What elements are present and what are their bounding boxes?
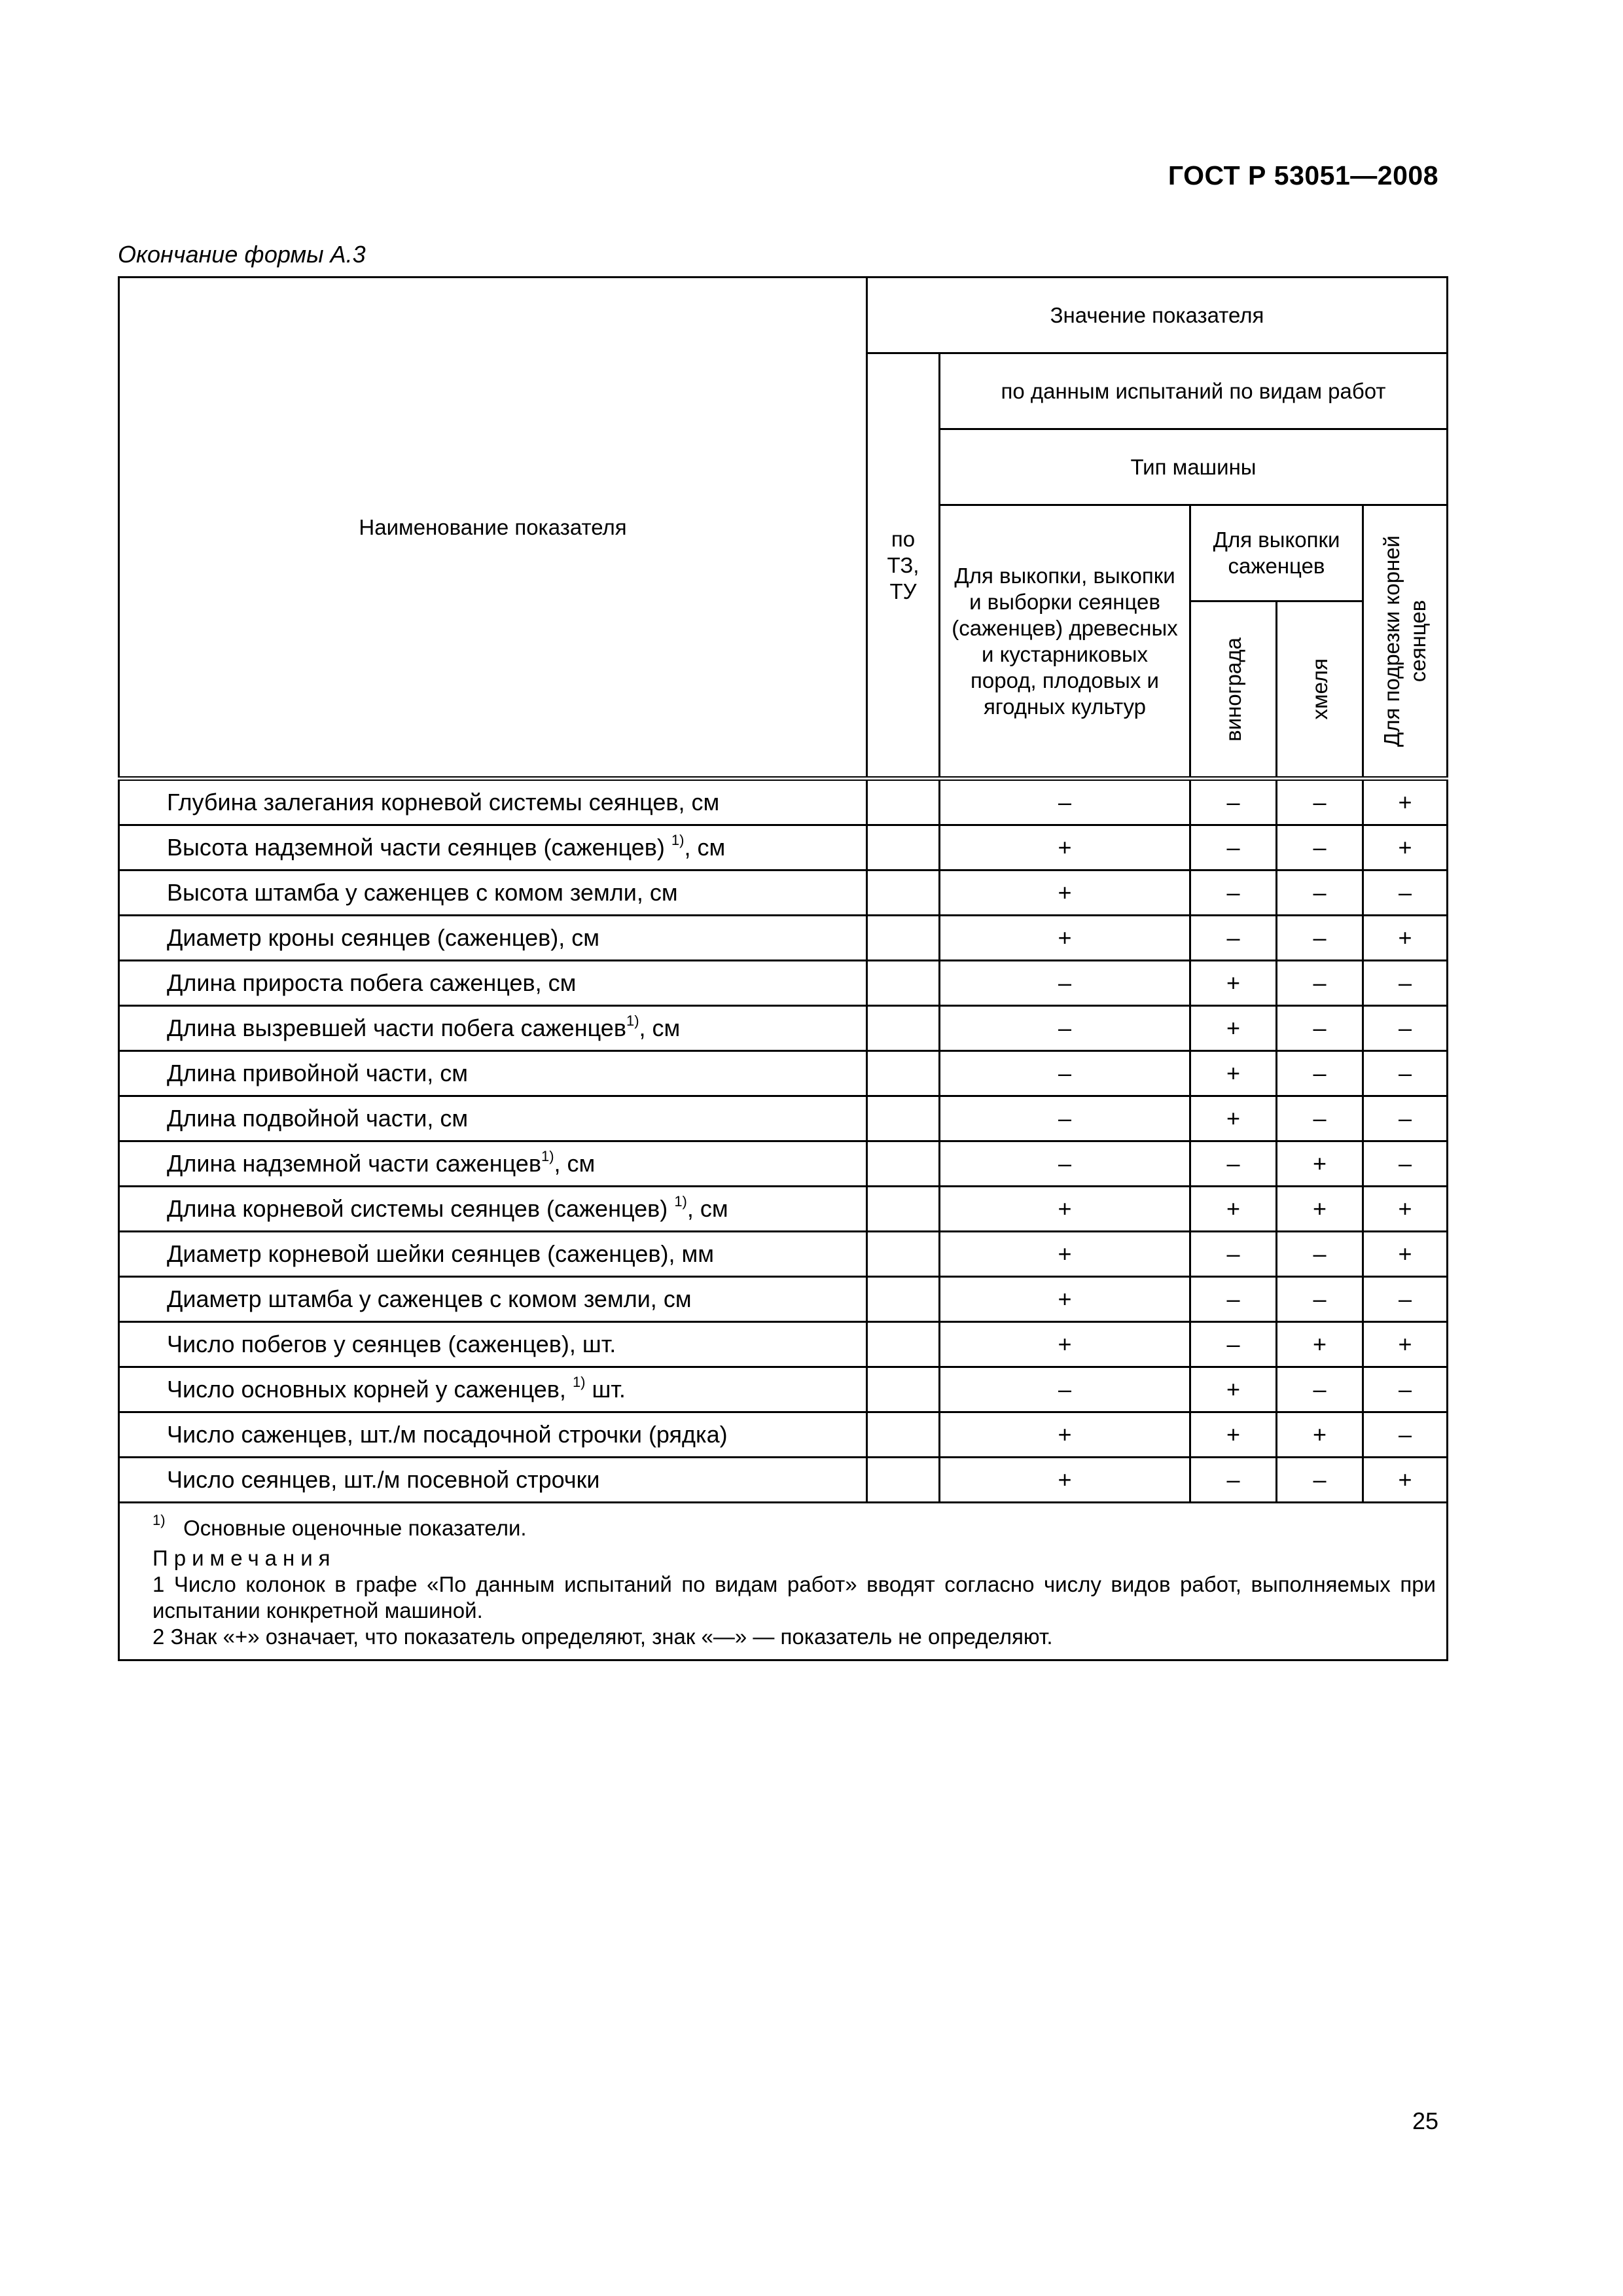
page-number: 25 [1412, 2108, 1438, 2134]
cell-trees: + [940, 1458, 1190, 1503]
footnote-mark: 1) [152, 1512, 166, 1528]
cell-grape: + [1190, 1412, 1277, 1458]
header-grape-label: винограда [1221, 637, 1245, 742]
cell-hop: – [1277, 916, 1363, 961]
cell-root-cutting: + [1363, 825, 1448, 870]
cell-per-spec [867, 916, 940, 961]
cell-trees: + [940, 916, 1190, 961]
cell-per-spec [867, 1006, 940, 1051]
cell-hop: + [1277, 1141, 1363, 1187]
cell-grape: – [1190, 1458, 1277, 1503]
cell-trees: + [940, 870, 1190, 916]
cell-grape: – [1190, 916, 1277, 961]
cell-per-spec [867, 1458, 940, 1503]
cell-trees: + [940, 1277, 1190, 1322]
cell-trees: – [940, 1096, 1190, 1141]
cell-trees: – [940, 961, 1190, 1006]
cell-grape: + [1190, 1367, 1277, 1412]
table-row [119, 870, 1448, 916]
cell-root-cutting: + [1363, 779, 1448, 825]
cell-grape: + [1190, 1096, 1277, 1141]
indicator-name: Глубина залегания корневой системы сеянцев, см [119, 779, 867, 825]
cell-trees: + [940, 1187, 1190, 1232]
cell-root-cutting: + [1363, 1322, 1448, 1367]
cell-trees: + [940, 1412, 1190, 1458]
indicator-name: Диаметр штамба у саженцев с комом земли, см [119, 1277, 867, 1322]
table-row [119, 1141, 1448, 1187]
notes-cell [119, 1503, 1448, 1660]
header-test-data: по данным испытаний по видам работ [940, 353, 1448, 429]
cell-per-spec [867, 870, 940, 916]
note-2: 2 Знак «+» означает, что показатель определяют, знак «—» — показатель не определяют. [152, 1624, 1053, 1649]
indicator-name: Высота штамба у саженцев с комом земли, см [119, 870, 867, 916]
notes-heading: Примечания [152, 1546, 336, 1570]
table-row [119, 825, 1448, 870]
header-saplings-label: Для выкопки саженцев [1213, 528, 1340, 578]
table-row [119, 1322, 1448, 1367]
cell-per-spec [867, 1187, 940, 1232]
table-row [119, 1367, 1448, 1412]
cell-root-cutting: + [1363, 1187, 1448, 1232]
header-root-cutting [1363, 505, 1448, 779]
cell-per-spec [867, 1277, 940, 1322]
table-row [119, 779, 1448, 825]
cell-root-cutting: – [1363, 1412, 1448, 1458]
header-hop [1277, 601, 1363, 779]
table-body [119, 779, 1448, 1503]
footnote [152, 1512, 1436, 1541]
indicators-table [118, 276, 1448, 1661]
cell-root-cutting: – [1363, 1277, 1448, 1322]
indicator-name: Диаметр корневой шейки сеянцев (саженцев), мм [119, 1232, 867, 1277]
cell-trees: + [940, 1322, 1190, 1367]
indicator-name: Число основных корней у саженцев, $^{1)}$ шт. [119, 1367, 867, 1412]
indicator-name: Число побегов у сеянцев (саженцев), шт. [119, 1322, 867, 1367]
header-per-spec [867, 353, 940, 779]
form-caption: Окончание формы А.3 [118, 241, 366, 268]
cell-trees: + [940, 1232, 1190, 1277]
cell-per-spec [867, 1412, 940, 1458]
cell-per-spec [867, 1232, 940, 1277]
cell-hop: – [1277, 961, 1363, 1006]
cell-hop: + [1277, 1187, 1363, 1232]
header-root-cutting-line1: Для подрезки корней [1380, 535, 1404, 747]
cell-grape: – [1190, 1277, 1277, 1322]
cell-per-spec [867, 1141, 940, 1187]
cell-per-spec [867, 1051, 940, 1096]
indicator-name: Длина привойной части, см [119, 1051, 867, 1096]
header-saplings-group [1190, 505, 1363, 601]
indicator-name: Число сеянцев, шт./м посевной строчки [119, 1458, 867, 1503]
cell-trees: – [940, 1051, 1190, 1096]
cell-grape: + [1190, 1187, 1277, 1232]
cell-hop: – [1277, 1367, 1363, 1412]
cell-trees: – [940, 1367, 1190, 1412]
table-row [119, 1006, 1448, 1051]
cell-grape: + [1190, 961, 1277, 1006]
header-root-cutting-label [1379, 535, 1431, 747]
header-trees-label: Для выкопки, выкопки и выборки сеянцев (саженцев) древесных и кустарниковых пород, плодовых и ягодных культур [952, 563, 1178, 719]
indicator-name: Длина вызревшей части побега саженцев$^{1)}$, см [119, 1006, 867, 1051]
cell-root-cutting: + [1363, 916, 1448, 961]
cell-hop: – [1277, 870, 1363, 916]
cell-root-cutting: – [1363, 1141, 1448, 1187]
header-per-spec-label: по ТЗ, ТУ [887, 526, 919, 603]
cell-grape: – [1190, 870, 1277, 916]
header-trees-machine [940, 505, 1190, 779]
cell-per-spec [867, 825, 940, 870]
cell-root-cutting: – [1363, 1051, 1448, 1096]
header-machine-type: Тип машины [940, 429, 1448, 505]
cell-grape: – [1190, 1141, 1277, 1187]
cell-hop: – [1277, 779, 1363, 825]
note-1: 1 Число колонок в графе «По данным испытаний по видам работ» вводят согласно числу видов работ, выполняемых при испытании конкретной машиной. [152, 1572, 1436, 1623]
cell-hop: – [1277, 825, 1363, 870]
cell-per-spec [867, 961, 940, 1006]
table-row [119, 1458, 1448, 1503]
table-row [119, 1096, 1448, 1141]
header-hop-label: хмеля [1307, 658, 1332, 720]
table-row [119, 1232, 1448, 1277]
table-row [119, 916, 1448, 961]
indicator-name: Диаметр кроны сеянцев (саженцев), см [119, 916, 867, 961]
cell-per-spec [867, 1322, 940, 1367]
cell-root-cutting: + [1363, 1232, 1448, 1277]
header-indicator-name: Наименование показателя [119, 278, 867, 779]
cell-grape: + [1190, 1051, 1277, 1096]
table-row [119, 1187, 1448, 1232]
cell-hop: + [1277, 1322, 1363, 1367]
indicator-name: Длина корневой системы сеянцев (саженцев) $^{1)}$, см [119, 1187, 867, 1232]
indicator-name: Высота надземной части сеянцев (саженцев) $^{1)}$, см [119, 825, 867, 870]
cell-trees: – [940, 1006, 1190, 1051]
cell-root-cutting: – [1363, 961, 1448, 1006]
cell-per-spec [867, 1096, 940, 1141]
cell-hop: – [1277, 1277, 1363, 1322]
cell-hop: – [1277, 1458, 1363, 1503]
cell-root-cutting: + [1363, 1458, 1448, 1503]
cell-root-cutting: – [1363, 1096, 1448, 1141]
cell-trees: – [940, 1141, 1190, 1187]
cell-root-cutting: – [1363, 870, 1448, 916]
cell-grape: – [1190, 779, 1277, 825]
document-code: ГОСТ Р 53051—2008 [1168, 160, 1438, 190]
cell-trees: + [940, 825, 1190, 870]
header-indicator-value: Значение показателя [867, 278, 1448, 353]
indicator-name: Длина подвойной части, см [119, 1096, 867, 1141]
cell-grape: – [1190, 1232, 1277, 1277]
cell-hop: – [1277, 1051, 1363, 1096]
indicator-name: Длина надземной части саженцев$^{1)}$, см [119, 1141, 867, 1187]
cell-per-spec [867, 779, 940, 825]
table-row [119, 1051, 1448, 1096]
cell-grape: + [1190, 1006, 1277, 1051]
cell-root-cutting: – [1363, 1006, 1448, 1051]
table-row [119, 961, 1448, 1006]
cell-grape: – [1190, 825, 1277, 870]
footnote-text: Основные оценочные показатели. [183, 1516, 527, 1540]
header-root-cutting-line2: сеянцев [1406, 600, 1430, 683]
indicator-name: Число саженцев, шт./м посадочной строчки (рядка) [119, 1412, 867, 1458]
cell-hop: – [1277, 1096, 1363, 1141]
cell-hop: – [1277, 1006, 1363, 1051]
cell-root-cutting: – [1363, 1367, 1448, 1412]
header-grape [1190, 601, 1277, 779]
cell-grape: – [1190, 1322, 1277, 1367]
cell-per-spec [867, 1367, 940, 1412]
table-row [119, 1412, 1448, 1458]
table-row [119, 1277, 1448, 1322]
indicator-name: Длина прироста побега саженцев, см [119, 961, 867, 1006]
cell-hop: + [1277, 1412, 1363, 1458]
cell-trees: – [940, 779, 1190, 825]
cell-hop: – [1277, 1232, 1363, 1277]
